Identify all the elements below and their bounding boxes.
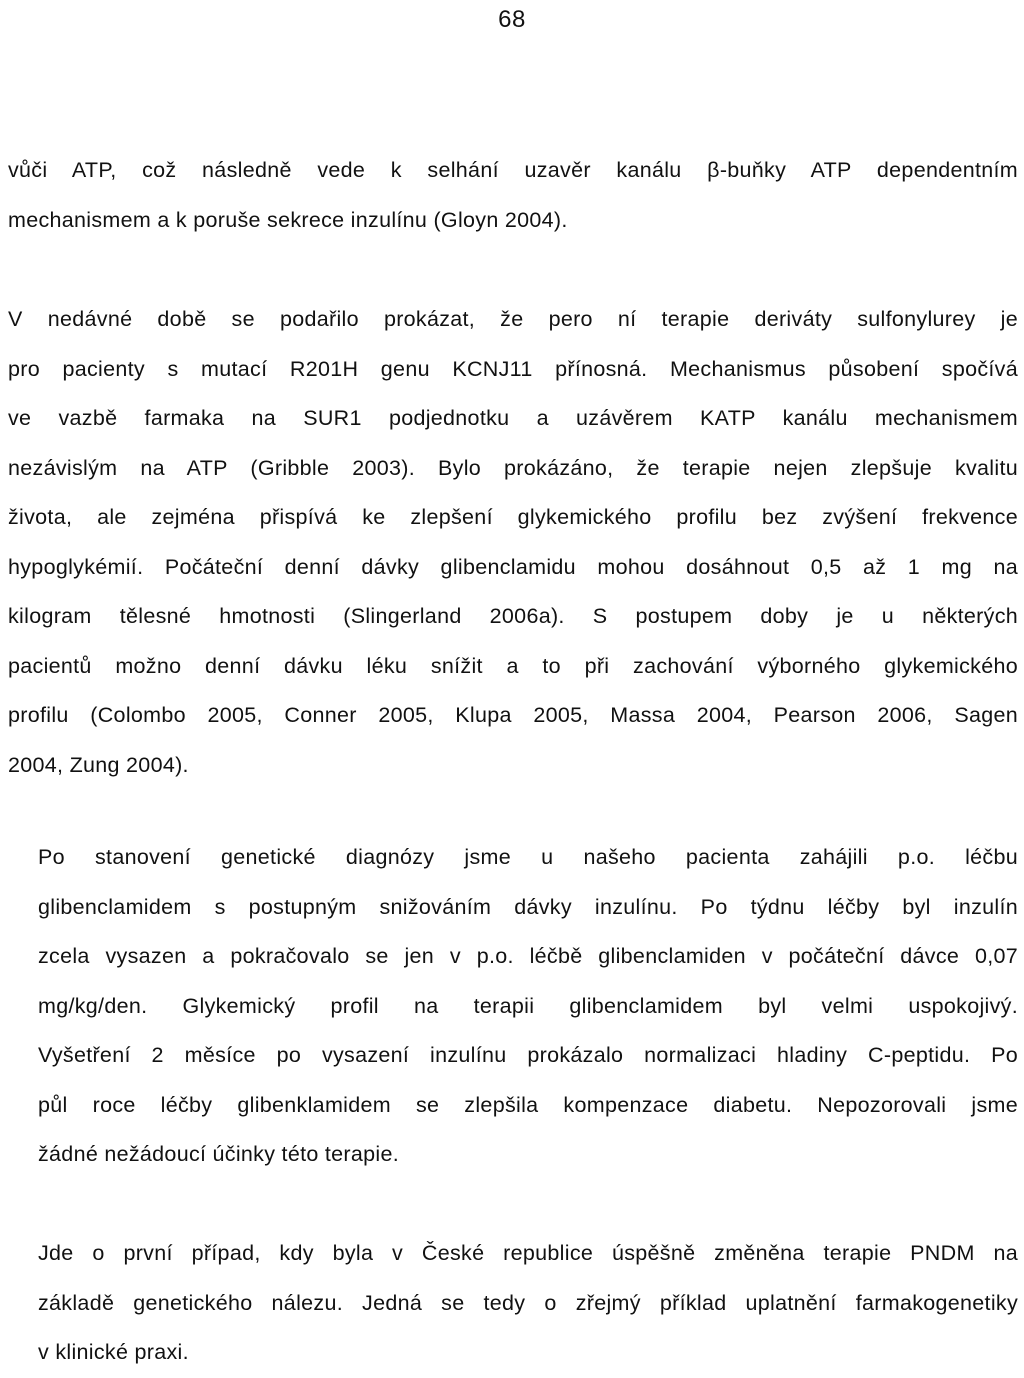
text-line: základě genetického nálezu. Jedná se tedy o zřejmý příklad uplatnění farmakogenetiky [38, 1290, 1018, 1315]
text-line: hypoglykémií. Počáteční denní dávky glibenclamidu mohou dosáhnout 0,5 až 1 mg na [8, 554, 1018, 579]
text-line: ve vazbě farmaka na SUR1 podjednotku a uzávěrem KATP kanálu mechanismem [8, 406, 1018, 430]
text-line: glibenclamidem s postupným snižováním dávky inzulínu. Po týdnu léčby byl inzulín [38, 894, 1018, 919]
text-line: zcela vysazen a pokračovalo se jen v p.o. léčbě glibenclamiden v počáteční dávce 0,07 [38, 944, 1018, 968]
text-line: mechanismem a k poruše sekrece inzulínu (Gloyn 2004). [8, 207, 568, 232]
page-number: 68 [498, 6, 526, 33]
text-line: života, ale zejména přispívá ke zlepšení glykemického profilu bez zvýšení frekvence [8, 505, 1018, 529]
paragraph-2 [8, 295, 1018, 790]
text-line: vůči ATP, což následně vede k selhání uzavěr kanálu β-buňky ATP dependentním [8, 158, 1018, 182]
text-line: Jde o první případ, kdy byla v České republice úspěšně změněna terapie PNDM na [38, 1241, 1018, 1265]
text-line: kilogram tělesné hmotnosti (Slingerland 2006a). S postupem doby je u některých [8, 604, 1018, 628]
text-line: mg/kg/den. Glykemický profil na terapii glibenclamidem byl velmi uspokojivý. [38, 993, 1018, 1018]
text-line: v klinické praxi. [38, 1340, 189, 1364]
paragraph-3 [8, 833, 1018, 1180]
text-line: půl roce léčby glibenklamidem se zlepšila kompenzace diabetu. Nepozorovali jsme [38, 1092, 1018, 1117]
paragraph-4 [8, 1229, 1018, 1378]
text-line: Po stanovení genetické diagnózy jsme u našeho pacienta zahájili p.o. léčbu [38, 845, 1018, 869]
paragraph-1 [8, 146, 1018, 245]
text-line: V nedávné době se podařilo prokázat, že pero ní terapie deriváty sulfonylurey je [8, 307, 1018, 331]
text-line: 2004, Zung 2004). [8, 752, 189, 777]
text-line: pacientů možno denní dávku léku snížit a to při zachování výborného glykemického [8, 653, 1018, 678]
text-line: profilu (Colombo 2005, Conner 2005, Klupa 2005, Massa 2004, Pearson 2006, Sagen [8, 703, 1018, 727]
text-line: nezávislým na ATP (Gribble 2003). Bylo prokázáno, že terapie nejen zlepšuje kvalitu [8, 455, 1018, 480]
text-line: Vyšetření 2 měsíce po vysazení inzulínu prokázalo normalizaci hladiny C-peptidu. Po [38, 1043, 1018, 1067]
text-line: žádné nežádoucí účinky této terapie. [38, 1142, 400, 1166]
text-line: pro pacienty s mutací R201H genu KCNJ11 přínosná. Mechanismus působení spočívá [8, 356, 1018, 381]
